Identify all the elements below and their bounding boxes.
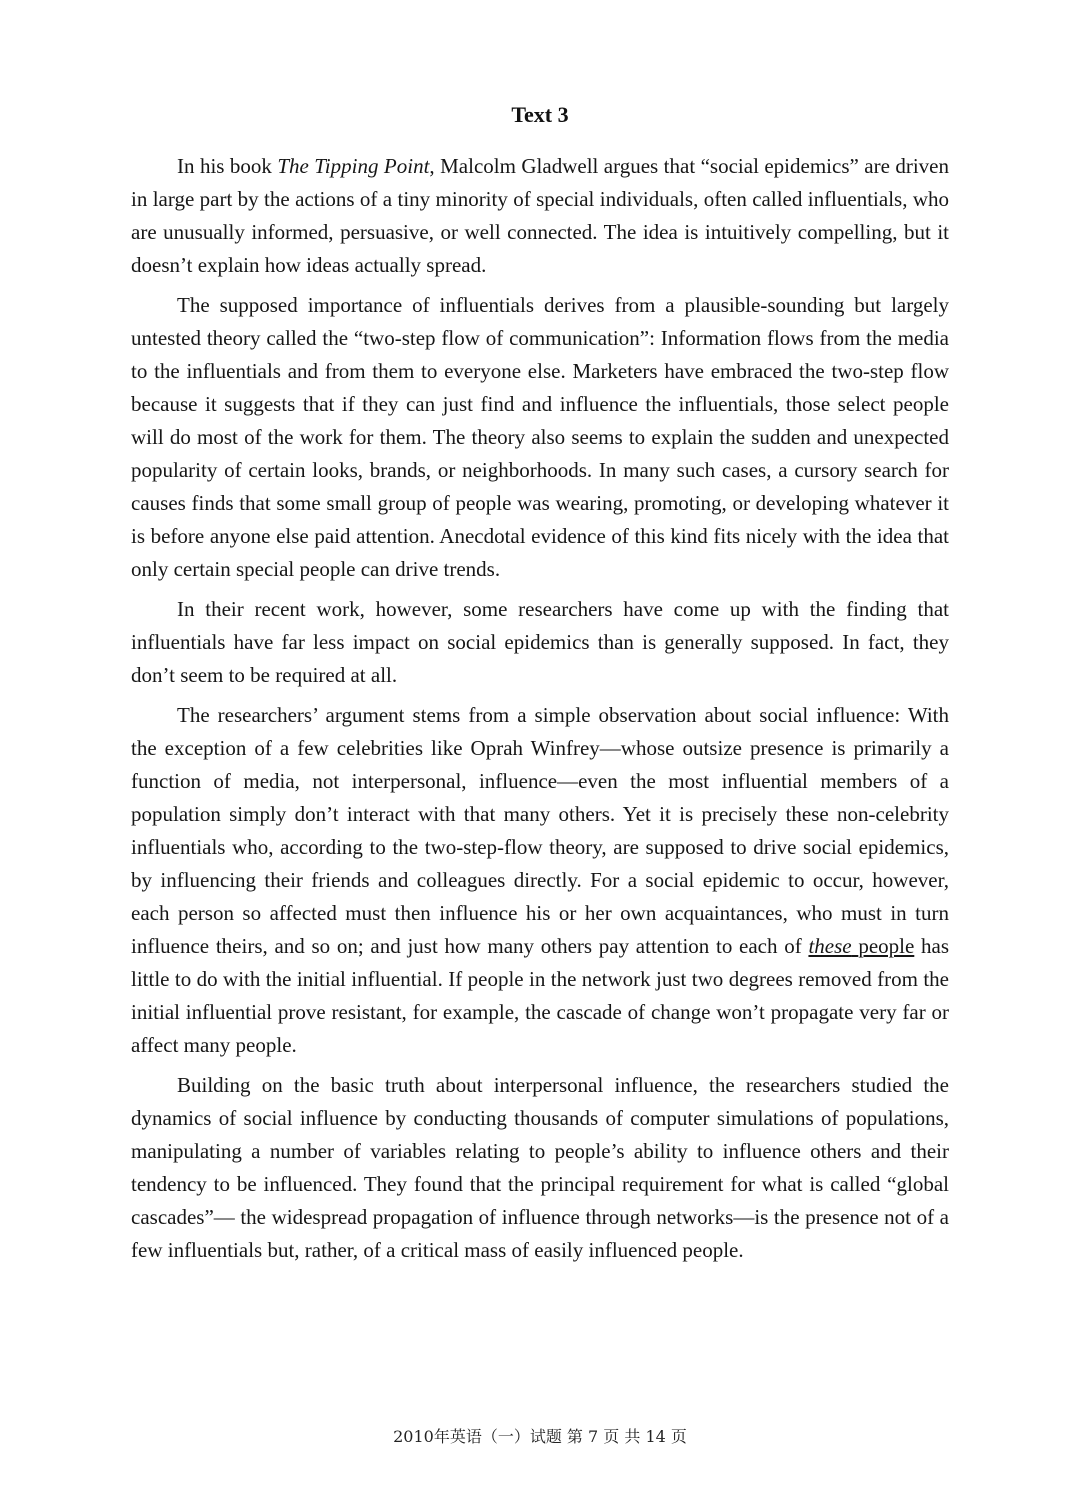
passage-body bbox=[131, 150, 949, 1274]
underlined-these: these bbox=[808, 934, 852, 958]
paragraph-4-start: The researchers’ argument stems from a simple observation about social influence: With the exception of a few celebrities like Oprah Winfrey—whose outsize presence is primarily a function of media, not interpersonal, influence—even the most influential members of a population simply don’t interact with that many others. Yet it is precisely these non-celebrity influentials who, according to the two-step-flow theory, are supposed to drive social epidemics, by influencing their friends and colleagues directly. For a social epidemic to occur, however, each person so affected must then influence his or her own acquaintances, who must in turn influence theirs, and so on; and just how many others pay attention to each of bbox=[131, 703, 949, 958]
paragraph-3: In their recent work, however, some researchers have come up with the finding that influentials have far less impact on social epidemics than is generally supposed. In fact, they don’t seem to be required at all. bbox=[131, 597, 949, 687]
underlined-people: people bbox=[858, 934, 915, 958]
paragraph-2: The supposed importance of influentials derives from a plausible-sounding but largely untested theory called the “two-step flow of communication”: Information flows from the media to the influentials and from them to everyone else. Marketers have embraced the two-step flow because it suggests that if they can just find and influence the influentials, those select people will do most of the work for them. The theory also seems to explain the sudden and unexpected popularity of certain looks, brands, or neighborhoods. In many such cases, a cursory search for causes finds that some small group of people was wearing, promoting, or developing whatever it is before anyone else paid attention. Anecdotal evidence of this kind fits nicely with the idea that only certain special people can drive trends. bbox=[131, 293, 949, 581]
paragraph-4-rest: has little to do with the initial influential. If people in the network just two degrees removed from the initial influential prove resistant, for example, the cascade of change won’t propagate very far or affect many people. bbox=[131, 934, 950, 1057]
paragraph-4 bbox=[131, 699, 949, 1062]
page-footer: 2010年英语（一）试题 第 7 页 共 14 页 bbox=[393, 1427, 687, 1446]
book-title: The Tipping Point bbox=[277, 154, 430, 178]
paragraph-1-rest: , Malcolm Gladwell argues that “social epidemics” are driven in large part by the actions of a tiny minority of special individuals, often called influentials, who are unusually informed, persuasive, or well connected. The idea is intuitively compelling, but it doesn’t explain how ideas actually spread. bbox=[131, 154, 949, 277]
text-title: Text 3 bbox=[511, 102, 569, 127]
paragraph-1 bbox=[131, 150, 949, 282]
paragraph-1-start: In his book bbox=[177, 154, 278, 178]
paragraph-5: Building on the basic truth about interpersonal influence, the researchers studied the dynamics of social influence by conducting thousands of computer simulations of populations, manipulating a number of variables relating to people’s ability to influence others and their tendency to be influenced. They found that the principal requirement for what is called “global cascades”— the widespread propagation of influence through networks—is the presence not of a few influentials but, rather, of a critical mass of easily influenced people. bbox=[131, 1073, 949, 1262]
